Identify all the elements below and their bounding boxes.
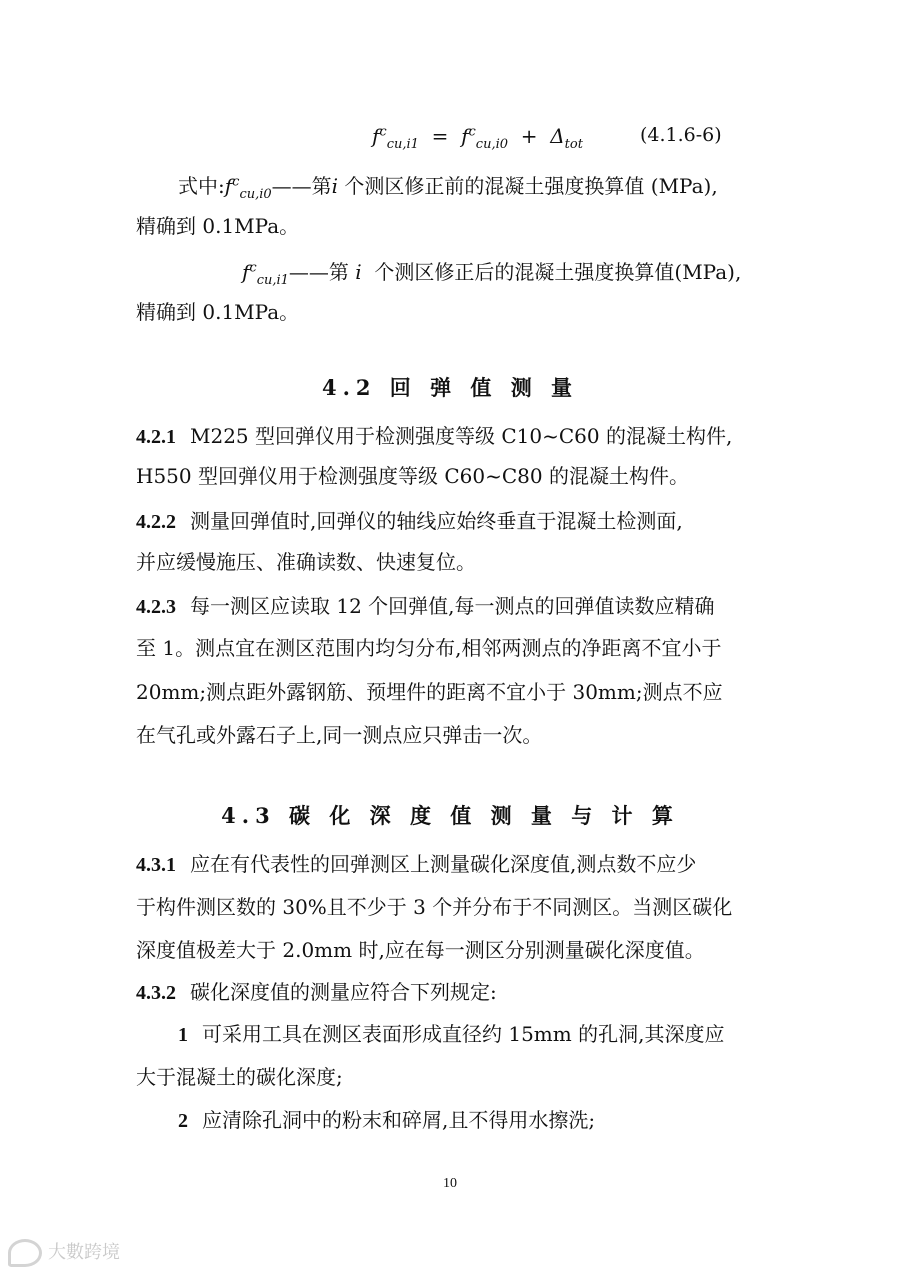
formula-4-1-6-6	[372, 122, 632, 150]
item-number: 4.2.2	[136, 511, 176, 533]
subitem-text: 应清除孔洞中的粉末和碎屑,且不得用水擦洗;	[202, 1108, 596, 1132]
item-4-2-3-line4: 在气孔或外露石子上,同一测点应只弹击一次。	[136, 723, 543, 747]
item-4-3-1-line3: 深度值极差大于 2.0mm 时,应在每一测区分别测量碳化深度值。	[136, 938, 705, 962]
item-text: 碳化深度值的测量应符合下列规定:	[190, 980, 497, 1004]
equation-number: (4.1.6-6)	[640, 124, 722, 146]
where-f2-desc: 个测区修正后的混凝土强度换算值(MPa),	[374, 260, 742, 284]
formula-delta: $\Delta_{tot}$	[550, 124, 583, 152]
formula-equals: =	[431, 124, 449, 148]
item-text: 测量回弹值时,回弹仪的轴线应始终垂直于混凝土检测面,	[190, 509, 683, 533]
item-number: 4.2.3	[136, 596, 176, 618]
watermark-logo-icon	[8, 1239, 42, 1267]
subitem-2-line1	[178, 1106, 808, 1135]
item-4-2-3-line2: 至 1。测点宜在测区范围内均匀分布,相邻两测点的净距离不宜小于	[136, 636, 722, 660]
where-f1-symbol: $f^c_{cu,i0}$	[224, 174, 272, 202]
where-f1-line	[178, 172, 808, 200]
where-f2-line2: 精确到 0.1MPa。	[136, 300, 300, 324]
where-f1-desc: 个测区修正前的混凝土强度换算值 (MPa),	[344, 174, 718, 198]
item-4-2-2-line2: 并应缓慢施压、准确读数、快速复位。	[136, 550, 476, 574]
subitem-1-line2: 大于混凝土的碳化深度;	[136, 1065, 343, 1089]
subitem-1-line1	[178, 1020, 808, 1049]
item-text: 应在有代表性的回弹测区上测量碳化深度值,测点数不应少	[190, 852, 697, 876]
item-number: 4.3.2	[136, 982, 176, 1004]
item-4-3-1-line2: 于构件测区数的 30%且不少于 3 个并分布于不同测区。当测区碳化	[136, 895, 733, 919]
where-f2-line	[242, 258, 872, 286]
subitem-number: 1	[178, 1024, 188, 1046]
where-f1-dash: ——第	[271, 174, 332, 198]
item-4-3-1-line1	[136, 850, 766, 879]
item-text: 每一测区应读取 12 个回弹值,每一测点的回弹值读数应精确	[190, 594, 715, 618]
item-number: 4.2.1	[136, 426, 176, 448]
page-number: 10	[443, 1176, 457, 1191]
subitem-text: 可采用工具在测区表面形成直径约 15mm 的孔洞,其深度应	[202, 1022, 725, 1046]
where-f1-i: i	[331, 174, 339, 198]
where-f2-symbol: $f^c_{cu,i1}$	[242, 260, 289, 288]
item-4-2-1-line1	[136, 422, 766, 451]
item-4-2-2-line1	[136, 507, 766, 536]
item-4-3-2-line1	[136, 978, 766, 1007]
item-text: M225 型回弹仪用于检测强度等级 C10~C60 的混凝土构件,	[190, 424, 733, 448]
where-f2-dash: ——第	[288, 260, 349, 284]
item-number: 4.3.1	[136, 854, 176, 876]
item-4-2-3-line3: 20mm;测点距外露钢筋、预埋件的距离不宜小于 30mm;测点不应	[136, 680, 723, 704]
watermark	[8, 1238, 120, 1267]
where-f1-line2: 精确到 0.1MPa。	[136, 214, 300, 238]
formula-plus: +	[520, 124, 538, 148]
where-f2-i: i	[355, 260, 362, 284]
where-prefix: 式中:	[178, 174, 225, 198]
watermark-text: 大數跨境	[48, 1242, 120, 1263]
item-4-2-1-line2: H550 型回弹仪用于检测强度等级 C60~C80 的混凝土构件。	[136, 464, 689, 488]
section-heading-4-3: 4.3 碳 化 深 度 值 测 量 与 计 算	[221, 803, 679, 828]
formula-rhs-term: $f^c_{cu,i0}$	[461, 124, 509, 152]
subitem-number: 2	[178, 1110, 188, 1132]
item-4-2-3-line1	[136, 592, 766, 621]
section-heading-4-2: 4.2 回 弹 值 测 量	[321, 375, 579, 400]
formula-lhs: $f^c_{cu,i1}$	[372, 124, 419, 152]
